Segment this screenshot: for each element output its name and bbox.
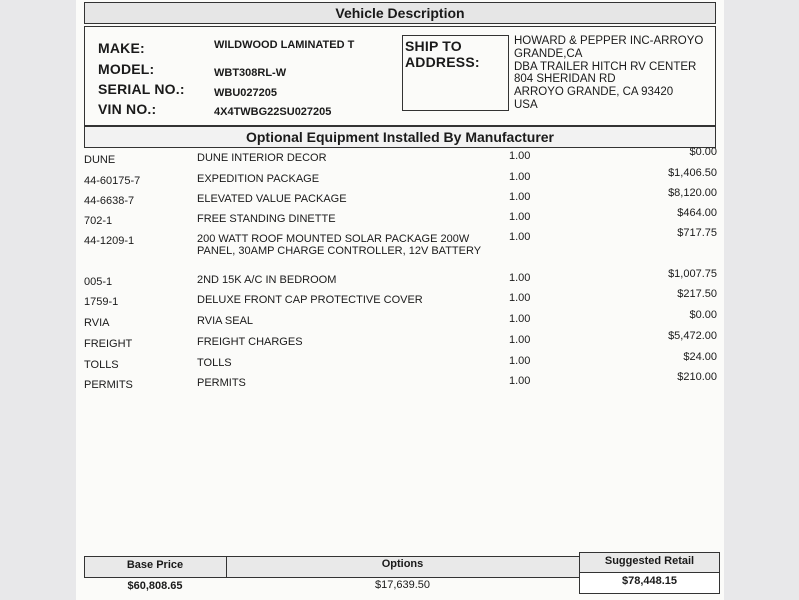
- vehicle-description-title: Vehicle Description: [335, 5, 465, 21]
- item-description: 200 WATT ROOF MOUNTED SOLAR PACKAGE 200W PANEL, 30AMP CHARGE CONTROLLER, 12V BATTERY: [197, 233, 482, 257]
- item-quantity: 1.00: [509, 171, 531, 183]
- optional-equipment-header: [84, 126, 716, 148]
- item-quantity: 1.00: [509, 231, 531, 243]
- item-description: FREE STANDING DINETTE: [197, 213, 336, 225]
- make-label: MAKE:: [98, 40, 145, 56]
- base-price-value: $60,808.65: [127, 580, 183, 592]
- item-code: FREIGHT: [84, 338, 133, 350]
- item-code: 44-6638-7: [84, 195, 135, 207]
- item-quantity: 1.00: [509, 355, 531, 367]
- item-code: 1759-1: [84, 296, 119, 308]
- item-description: DUNE INTERIOR DECOR: [197, 152, 327, 164]
- ship-to-address-line-3: DBA TRAILER HITCH RV CENTER: [514, 61, 697, 73]
- options-label: Options: [381, 558, 424, 570]
- item-code: 44-1209-1: [84, 235, 135, 247]
- suggested-retail-value: $78,448.15: [621, 575, 678, 587]
- item-description: 2ND 15K A/C IN BEDROOM: [197, 274, 337, 286]
- serial-label: SERIAL NO.:: [98, 81, 185, 97]
- ship-to-label: SHIP TO: [405, 38, 462, 54]
- item-amount: $8,120.00: [668, 187, 717, 199]
- vehicle-description-header: [84, 2, 716, 24]
- item-amount: $217.50: [677, 288, 717, 300]
- suggested-retail-label: Suggested Retail: [604, 555, 695, 567]
- model-label: MODEL:: [98, 61, 155, 77]
- item-quantity: 1.00: [509, 334, 531, 346]
- item-description: DELUXE FRONT CAP PROTECTIVE COVER: [197, 294, 423, 306]
- optional-equipment-title: Optional Equipment Installed By Manufacturer: [245, 129, 555, 145]
- item-amount: $210.00: [677, 371, 717, 383]
- item-quantity: 1.00: [509, 292, 531, 304]
- totals-value-baseline: [84, 577, 579, 578]
- item-quantity: 1.00: [509, 150, 531, 162]
- item-quantity: 1.00: [509, 375, 531, 387]
- ship-to-address-line-6: USA: [514, 99, 538, 111]
- item-amount: $1,007.75: [668, 268, 717, 280]
- item-amount: $1,406.50: [668, 167, 717, 179]
- item-description: EXPEDITION PACKAGE: [197, 173, 320, 185]
- model-value: WBT308RL-W: [214, 67, 287, 79]
- item-code: TOLLS: [84, 359, 119, 371]
- item-description: PERMITS: [197, 377, 246, 389]
- item-quantity: 1.00: [509, 191, 531, 203]
- item-code: RVIA: [84, 317, 110, 329]
- item-description: TOLLS: [197, 357, 232, 369]
- vin-label: VIN NO.:: [98, 101, 157, 117]
- item-code: DUNE: [84, 154, 116, 166]
- item-amount: $24.00: [683, 351, 717, 363]
- base-price-label: Base Price: [126, 559, 184, 571]
- vin-value: 4X4TWBG22SU027205: [214, 106, 332, 118]
- item-description: FREIGHT CHARGES: [197, 336, 303, 348]
- item-amount: $0.00: [689, 309, 717, 321]
- item-amount: $464.00: [677, 207, 717, 219]
- make-value: WILDWOOD LAMINATED T: [214, 39, 355, 51]
- item-quantity: 1.00: [509, 211, 531, 223]
- item-amount: $0.00: [689, 146, 717, 158]
- item-description: RVIA SEAL: [197, 315, 254, 327]
- item-amount: $717.75: [677, 227, 717, 239]
- ship-to-address-line-4: 804 SHERIDAN RD: [514, 73, 616, 85]
- item-description: ELEVATED VALUE PACKAGE: [197, 193, 347, 205]
- ship-to-address-line-5: ARROYO GRANDE, CA 93420: [514, 86, 674, 98]
- item-quantity: 1.00: [509, 313, 531, 325]
- item-code: 702-1: [84, 215, 113, 227]
- item-amount: $5,472.00: [668, 330, 717, 342]
- item-quantity: 1.00: [509, 272, 531, 284]
- options-value: $17,639.50: [374, 579, 431, 591]
- ship-to-address-line-1: HOWARD & PEPPER INC-ARROYO: [514, 35, 704, 47]
- ship-to-address-label: ADDRESS:: [405, 54, 480, 70]
- item-code: PERMITS: [84, 379, 133, 391]
- item-code: 44-60175-7: [84, 175, 141, 187]
- serial-value: WBU027205: [214, 87, 277, 99]
- ship-to-address-line-2: GRANDE,CA: [514, 48, 583, 60]
- item-code: 005-1: [84, 276, 113, 288]
